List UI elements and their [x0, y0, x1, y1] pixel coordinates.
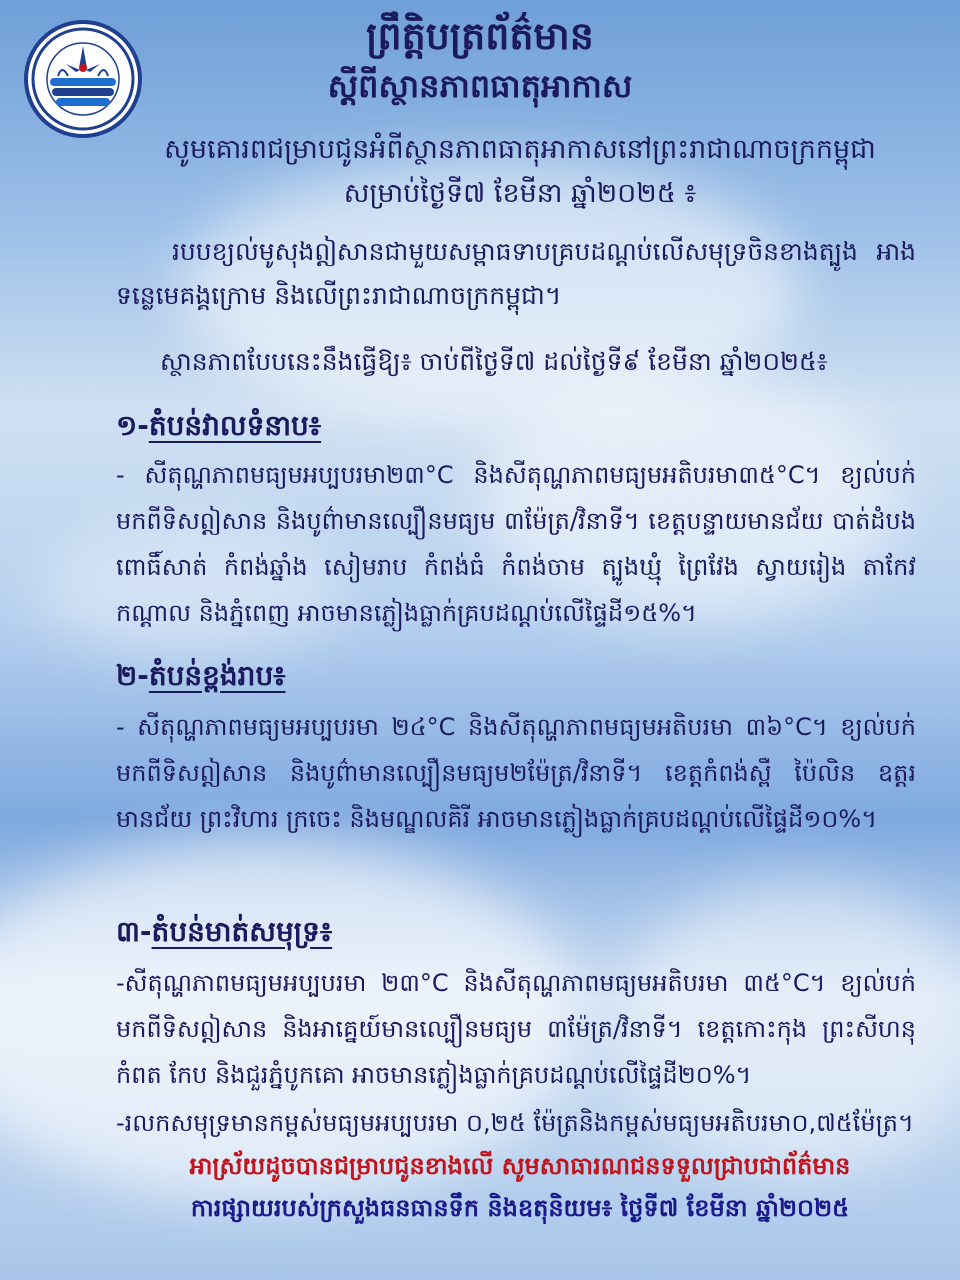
footer-notice: អាស្រ័យដូចបានជម្រាបជូនខាងលើ សូមសាធារណជនទទួលជ្រាបជាព័ត៌មាន	[189, 1152, 851, 1180]
forecast-period-paragraph: ស្ថានភាពបែបនេះនឹងធ្វើឱ្យ៖ ចាប់ពីថ្ងៃទី៧ ដល់ថ្ងៃទី៩ ខែមីនា ឆ្នាំ២០២៥៖	[160, 347, 828, 376]
footer-publisher: ការផ្សាយរបស់ក្រសួងធនធានទឹក និងឧតុនិយម៖ ថ្ងៃទី៧ ខែមីនា ឆ្នាំ២០២៥	[190, 1194, 850, 1222]
page-subtitle: ស្តីពីស្ថានភាពធាតុអាកាស	[327, 67, 633, 105]
ministry-logo-icon	[24, 20, 142, 138]
zone-heading-coastal	[116, 912, 332, 952]
wave-height-text: -រលកសមុទ្រមានកម្ពស់មធ្យមអប្បបរមា ០,២៥ ម៉ែត្រនិងកម្ពស់មធ្យមអតិបរមា០,៧៥ម៉ែត្រ។	[116, 1109, 914, 1137]
zone-text-plateau: - សីតុណ្ហភាពមធ្យមអប្បបរមា ២៤°C និងសីតុណ្ហភាពមធ្យមអតិបរមា ៣៦°C។ ខ្យល់បក់មកពីទិសឦសាន និងបូព៌ាមានល្បឿនមធ្យម២ម៉ែត្រ/វិនាទី។ ខេត្តកំពង់ស្ពឺ ប៉ៃលិន ឧត្តរមានជ័យ ព្រះវិហារ ក្រចេះ និងមណ្ឌលគិរី អាចមានភ្លៀងធ្លាក់គ្របដណ្តប់លើផ្ទៃដី១០%។	[116, 713, 916, 833]
zone-name: តំបន់មាត់សមុទ្រ៖	[151, 915, 333, 948]
zone-name: តំបន់វាលទំនាប៖	[148, 409, 322, 442]
zone-number: ៣-	[116, 915, 152, 948]
intro	[120, 128, 920, 216]
zone-heading-lowland	[116, 406, 321, 446]
zone-heading-plateau	[116, 656, 286, 696]
zone-text-coastal: -សីតុណ្ហភាពមធ្យមអប្បបរមា ២៣°C និងសីតុណ្ហភាពមធ្យមអតិបរមា ៣៥°C។ ខ្យល់បក់មកពីទិសឦសាន និងអាគ្នេយ៍មានល្បឿនមធ្យម ៣ម៉ែត្រ/វិនាទី។ ខេត្តកោះកុង ព្រះសីហនុ កំពត កែប និងជួរភ្នំបូកគោ អាចមានភ្លៀងធ្លាក់គ្របដណ្តប់លើផ្ទៃដី២០%។	[116, 969, 916, 1089]
zone-name: តំបន់ខ្ពង់រាប៖	[148, 659, 286, 692]
intro-line-1: សូមគោរពជម្រាបជូនអំពីស្ថានភាពធាតុអាកាសនៅព្រះរាជាណាចក្រកម្ពុជា	[164, 134, 876, 165]
synoptic-paragraph: របបខ្យល់មូសុងឦសានជាមួយសម្ពាធទាបគ្របដណ្តប់លើសមុទ្រចិនខាងត្បូង អាងទន្លេមេគង្គក្រោម និងលើព្រះរាជាណាចក្រកម្ពុជា។	[116, 237, 916, 310]
zone-number: ២-	[116, 659, 149, 692]
zone-text-lowland: - សីតុណ្ហភាពមធ្យមអប្បបរមា២៣°C និងសីតុណ្ហភាពមធ្យមអតិបរមា៣៥°C។ ខ្យល់បក់មកពីទិសឦសាន និងបូព៌ាមានល្បឿនមធ្យម ៣ម៉ែត្រ/វិនាទី។ ខេត្តបន្ទាយមានជ័យ បាត់ដំបង ពោធិ៍សាត់ កំពង់ឆ្នាំង សៀមរាប កំពង់ធំ កំពង់ចាម ត្បូងឃ្មុំ ព្រៃវែង ស្វាយរៀង តាកែវ កណ្តាល និងភ្នំពេញ អាចមានភ្លៀងធ្លាក់គ្របដណ្តប់លើផ្ទៃដី១៥%។	[116, 461, 916, 627]
zone-number: ១-	[116, 409, 149, 442]
page-title: ព្រឹត្តិបត្រព័ត៌មាន	[366, 13, 594, 58]
intro-line-2: សម្រាប់ថ្ងៃទី៧ ខែមីនា ឆ្នាំ២០២៥ ៖	[343, 178, 697, 209]
